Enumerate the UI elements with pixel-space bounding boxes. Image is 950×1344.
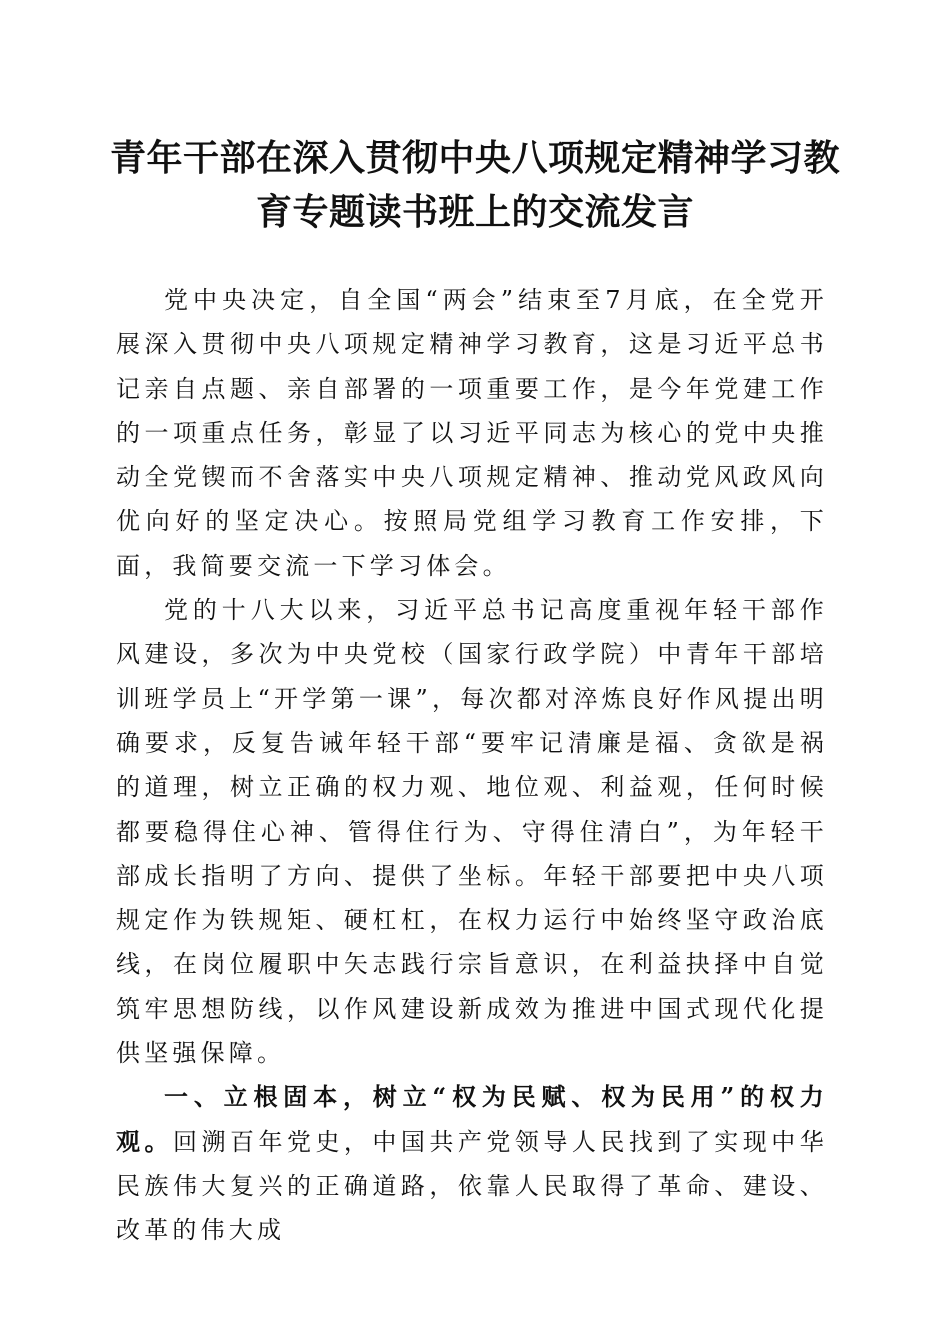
- paragraph-text: 党中央决定，自全国“两会”结束至7月底，在全党开展深入贯彻中央八项规定精神学习教育，这是习近平总书记亲自点题、亲自部署的一项重要工作，是今年党建工作的一项重点任务，彰显了以习近平同志为核心的党中央推动全党锲而不舍落实中央八项规定精神、推动党风政风向优向好的坚定决心。按照局党组学习教育工作安排，下面，我简要交流一下学习体会。: [116, 286, 828, 580]
- title-line-2: 育专题读书班上的交流发言: [255, 191, 694, 233]
- page-title: [100, 131, 850, 239]
- paragraph-section-1: [116, 1075, 828, 1252]
- body-text: [116, 278, 828, 1253]
- title-line-1: 青年干部在深入贯彻中央八项规定精神学习教: [109, 137, 840, 179]
- paragraph-background: [116, 588, 828, 1075]
- paragraph-intro: [116, 278, 828, 588]
- section-heading: 一、立根固本，树立“权为民赋、权为民用”的权力观。: [116, 1082, 828, 1156]
- paragraph-text: 党的十八大以来，习近平总书记高度重视年轻干部作风建设，多次为中央党校（国家行政学院）中青年干部培训班学员上“开学第一课”，每次都对淬炼良好作风提出明确要求，反复告诫年轻干部“要牢记清廉是福、贪欲是祸的道理，树立正确的权力观、地位观、利益观，任何时候都要稳得住心神、管得住行为、守得住清白”，为年轻干部成长指明了方向、提供了坐标。年轻干部要把中央八项规定作为铁规矩、硬杠杠，在权力运行中始终坚守政治底线，在岗位履职中矢志践行宗旨意识，在利益抉择中自觉筑牢思想防线，以作风建设新成效为推进中国式现代化提供坚强保障。: [116, 596, 828, 1068]
- paragraph-text: 回溯百年党史，中国共产党领导人民找到了实现中华民族伟大复兴的正确道路，依靠人民取得了革命、建设、改革的伟大成: [116, 1127, 828, 1245]
